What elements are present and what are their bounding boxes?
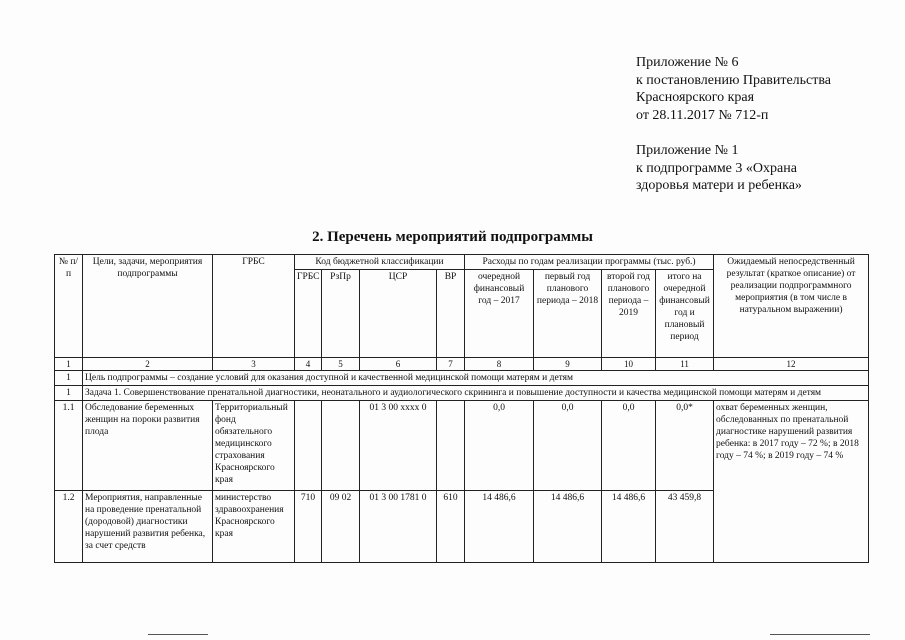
- column-number: 3: [213, 358, 295, 371]
- appendix-sub-line: к подпрограмме 3 «Охрана: [636, 160, 797, 176]
- header-budget-code: Код бюджетной классификации: [295, 255, 465, 270]
- goal-text: Цель подпрограммы – создание условий для оказания доступной и качественной медицинской помощи матерям и детям: [83, 371, 869, 386]
- header-year-2017: очередной финансовый год – 2017: [465, 270, 534, 358]
- row-year-2019: 14 486,6: [602, 491, 656, 563]
- appendix-main-block: [636, 54, 886, 124]
- appendix-main-line: от 28.11.2017 № 712-п: [636, 107, 769, 123]
- task-num: 1: [55, 386, 83, 401]
- row-result: охват беременных женщин, обследованных по пренатальной диагностике нарушений развития ребенка: в 2017 году – 72 %; в 2018 году – 74 %; в 2019 году – 74 %: [714, 401, 869, 563]
- appendix-main-line: Приложение № 6: [636, 55, 739, 70]
- row-year-2017: 0,0: [465, 401, 534, 491]
- scan-artifact-line: [148, 634, 208, 635]
- row-bk-csr: 01 3 00 хххх 0: [360, 401, 437, 491]
- row-grbs: министерство здравоохранения Красноярского края: [213, 491, 295, 563]
- appendix-main-line: к постановлению Правительства: [636, 72, 832, 88]
- header-bk-vr: ВР: [437, 270, 465, 358]
- row-name: Обследование беременных женщин на пороки развития плода: [83, 401, 213, 491]
- row-name: Мероприятия, направленные на проведение пренатальной (дородовой) диагностики нарушений развития ребенка, за счет средств: [83, 491, 213, 563]
- header-total: итого на очередной финансовый год и плановый период: [656, 270, 714, 358]
- header-bk-csr: ЦСР: [360, 270, 437, 358]
- row-grbs: Территориальный фонд обязательного медицинского страхования Красноярского края: [213, 401, 295, 491]
- row-bk-rzpr: 09 02: [322, 491, 360, 563]
- row-bk-rzpr: [322, 401, 360, 491]
- column-number-row: [55, 358, 869, 371]
- table-row: [55, 401, 869, 491]
- task-row: [55, 386, 869, 401]
- task-text: Задача 1. Совершенствование пренатальной диагностики, неонатального и аудиологического скрининга и повышение доступности и качества медицинской помощи матерям и детям: [83, 386, 869, 401]
- header-bk-rzpr: РзПр: [322, 270, 360, 358]
- row-year-2018: 14 486,6: [534, 491, 602, 563]
- column-number: 4: [295, 358, 322, 371]
- row-num: 1.1: [55, 401, 83, 491]
- appendix-sub-line: здоровья матери и ребенка»: [636, 178, 802, 193]
- goal-num: 1: [55, 371, 83, 386]
- row-bk-csr: 01 3 00 1781 0: [360, 491, 437, 563]
- header-year-2019: второй год планового периода – 2019: [602, 270, 656, 358]
- column-number: 7: [437, 358, 465, 371]
- column-number: 6: [360, 358, 437, 371]
- scan-artifact-line: [770, 634, 870, 635]
- row-num: 1.2: [55, 491, 83, 563]
- row-year-2018: 0,0: [534, 401, 602, 491]
- column-number: 8: [465, 358, 534, 371]
- row-bk-grbs: [295, 401, 322, 491]
- header-result: Ожидаемый непосредственный результат (краткое описание) от реализации подпрограммного мероприятия (в том числе в натуральном выражении): [714, 255, 869, 358]
- appendix-main-line: Красноярского края: [636, 90, 755, 105]
- row-bk-vr: [437, 401, 465, 491]
- header-expenses: Расходы по годам реализации программы (тыс. руб.): [465, 255, 714, 270]
- goal-row: [55, 371, 869, 386]
- header-row-1: [55, 255, 869, 270]
- column-number: 10: [602, 358, 656, 371]
- header-grbs: ГРБС: [213, 255, 295, 358]
- header-year-2018: первый год планового периода – 2018: [534, 270, 602, 358]
- appendix-sub-line: Приложение № 1: [636, 143, 739, 158]
- header-bk-grbs: ГРБС: [295, 270, 322, 358]
- appendix-sub-block: [636, 142, 886, 195]
- header-goals: Цели, задачи, мероприятия подпрограммы: [83, 255, 213, 358]
- row-bk-vr: 610: [437, 491, 465, 563]
- row-total: 43 459,8: [656, 491, 714, 563]
- page-title: 2. Перечень мероприятий подпрограммы: [312, 229, 593, 245]
- column-number: 1: [55, 358, 83, 371]
- row-bk-grbs: 710: [295, 491, 322, 563]
- column-number: 11: [656, 358, 714, 371]
- header-num: № п/п: [55, 255, 83, 358]
- row-total: 0,0*: [656, 401, 714, 491]
- column-number: 5: [322, 358, 360, 371]
- column-number: 2: [83, 358, 213, 371]
- row-year-2019: 0,0: [602, 401, 656, 491]
- column-number: 12: [714, 358, 869, 371]
- row-year-2017: 14 486,6: [465, 491, 534, 563]
- measures-table: [54, 254, 869, 563]
- column-number: 9: [534, 358, 602, 371]
